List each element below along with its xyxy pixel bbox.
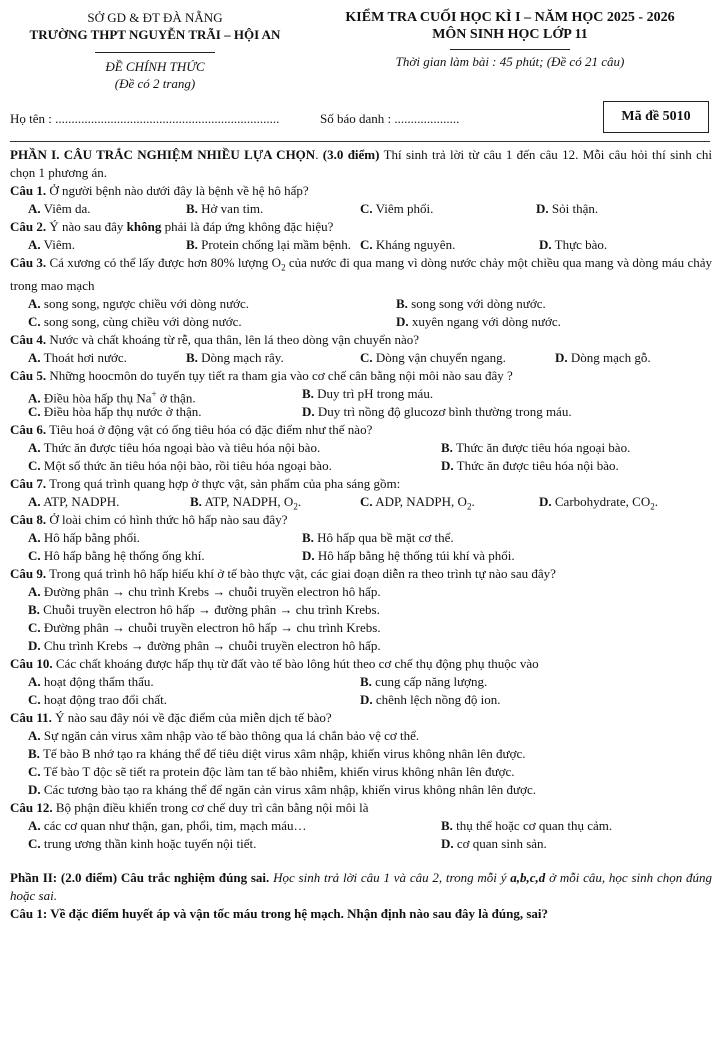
question-number: Câu 2. — [10, 219, 47, 234]
question-5: Câu 5. Những hoocmôn do tuyến tụy tiết ra tham gia vào cơ chế cân bằng nội môi nào sau đây ? — [10, 367, 513, 383]
options — [10, 236, 712, 254]
options — [10, 439, 712, 457]
option-b: B. cung cấp năng lượng. — [360, 673, 488, 689]
option-a: A. Điều hòa hấp thụ Na+ ở thận. — [28, 388, 196, 405]
part2-title: Phần II: (2.0 điểm) Câu trắc nghiệm đúng sai. — [10, 869, 270, 885]
option-b: B. ATP, NADPH, $O_2$. — [190, 493, 302, 512]
option-b: B. Protein chống lại mầm bệnh. — [186, 237, 352, 252]
option-a: A. Đường phân → chu trình Krebs → chuỗi truyền electron hô hấp. — [28, 583, 381, 599]
option-c: C. Dòng vận chuyển ngang. — [360, 349, 506, 365]
question-number: Câu 1. — [10, 183, 47, 198]
exam-code-box: Mã đề 5010 — [603, 101, 709, 133]
option-c: C. Điều hòa hấp thụ nước ở thận. — [28, 403, 202, 419]
option-a: A. Viêm da. — [28, 201, 91, 216]
option-d: D. Chu trình Krebs → đường phân → chuỗi truyền electron hô hấp. — [28, 637, 381, 653]
name-field: Họ tên : ..................................................................... — [10, 111, 280, 126]
option-c: C. Đường phân → chuỗi truyền electron hô hấp → chu trình Krebs. — [28, 619, 381, 635]
option-c: C. trung ương thần kinh hoặc tuyến nội tiết. — [28, 835, 257, 851]
option-b: B. Dòng mạch rây. — [186, 349, 284, 365]
option-c: C. ADP, NADPH, $O_2$. — [360, 493, 475, 512]
options — [10, 529, 712, 547]
option-d: D. Hô hấp bằng hệ thống túi khí và phổi. — [302, 547, 515, 563]
school-name: TRƯỜNG THPT NGUYỄN TRÃI – HỘI AN — [29, 27, 281, 42]
question-number: Câu 5. — [10, 367, 47, 383]
question-6: Câu 6. Tiêu hoá ở động vật có ống tiêu hóa có đặc điểm như thế nào? — [10, 421, 373, 437]
subject-title: MÔN SINH HỌC LỚP 11 — [432, 27, 588, 42]
question-number: Câu 4. — [10, 331, 47, 347]
option-a: A. ATP, NADPH. — [28, 493, 120, 509]
question-text: Ở người bệnh nào dưới đây là bệnh về hệ hô hấp? — [46, 183, 309, 198]
student-info — [10, 111, 460, 127]
candidate-number-field: Số báo danh : .................... — [320, 111, 460, 126]
option-c: C. Kháng nguyên. — [360, 237, 456, 252]
options — [10, 385, 712, 403]
question-11: Câu 11. Ý nào sau đây nói về đặc điểm của miễn dịch tế bào? — [10, 709, 332, 725]
question-number: Câu 12. — [10, 799, 53, 815]
part2-heading: Phần II: (2.0 điểm) Câu trắc nghiệm đúng sai. Học sinh trả lời câu 1 và câu 2, trong mỗi ý a,b,c,d ở mỗi câu, học sinh chọn đúng hoặc sai. — [10, 869, 713, 903]
question-number: Câu 10. — [10, 655, 53, 671]
options — [10, 673, 712, 691]
option-a: A. Thoát hơi nước. — [28, 349, 127, 365]
option-b: B. Hở van tim. — [186, 201, 264, 216]
option-d: D. Các tương bào tạo ra kháng thể để ngăn cản virus xâm nhập, khiến virus không nhân lên được. — [28, 781, 536, 797]
part1-title: PHẦN I. CÂU TRẮC NGHIỆM NHIỀU LỰA CHỌN — [10, 147, 316, 162]
question-1 — [10, 182, 712, 200]
option-c: C. song song, cùng chiều với dòng nước. — [28, 313, 242, 329]
question-number: Câu 11. — [10, 709, 52, 725]
option-d: D. Duy trì nồng độ glucozơ bình thường trong máu. — [302, 403, 572, 419]
option-b: B. Hô hấp qua bề mặt cơ thể. — [302, 529, 454, 545]
options — [10, 835, 712, 853]
header-right — [300, 10, 720, 70]
option-b: B. Duy trì pH trong máu. — [302, 385, 434, 401]
option-b: B. thụ thể hoặc cơ quan thụ cảm. — [441, 817, 613, 833]
divider — [10, 141, 710, 142]
option-d: D. Thức ăn được tiêu hóa nội bào. — [441, 457, 619, 473]
page-count: (Đề có 2 trang) — [114, 76, 196, 91]
question-7: Câu 7. Trong quá trình quang hợp ở thực vật, sản phẩm của pha sáng gồm: — [10, 475, 401, 491]
option-a: A. Thức ăn được tiêu hóa ngoại bào và tiêu hóa nội bào. — [28, 439, 321, 455]
options — [10, 817, 712, 835]
official-label: ĐỀ CHÍNH THỨC — [105, 59, 205, 74]
option-b: B. song song với dòng nước. — [396, 295, 546, 311]
question-9: Câu 9. Trong quá trình hô hấp hiếu khí ở tế bào thực vật, các giai đoạn diễn ra theo trình tự nào sau đây? — [10, 565, 556, 581]
option-a: A. hoạt động thẩm thấu. — [28, 673, 154, 689]
option-a: A. các cơ quan như thận, gan, phổi, tim, mạch máu… — [28, 817, 307, 833]
exam-title: KIỂM TRA CUỐI HỌC KÌ I – NĂM HỌC 2025 - 2026 — [345, 10, 675, 25]
question-3: Câu 3. Cá xương có thể lấy được hơn 80% lượng $O_2$ của nước đi qua mang vì dòng nước chảy một chiều qua mang và dòng máu chảy trong mao mạch — [10, 255, 712, 293]
option-a: A. Viêm. — [28, 237, 76, 252]
part1-points: (3.0 điểm) — [318, 147, 380, 162]
options — [10, 691, 712, 709]
question-number: Câu 6. — [10, 421, 47, 437]
option-d: D. Thực bào. — [539, 237, 608, 252]
option-c: C. Tế bào T độc sẽ tiết ra protein độc làm tan tế bào nhiễm, khiến virus không nhân lên được. — [28, 763, 515, 779]
option-c: C. hoạt động trao đổi chất. — [28, 691, 167, 707]
question-number: Câu 7. — [10, 475, 47, 491]
options — [10, 295, 712, 313]
option-c: C. Hô hấp bằng hệ thống ống khí. — [28, 547, 205, 563]
option-d: D. Sỏi thận. — [536, 201, 599, 216]
options — [10, 403, 712, 421]
option-d: D. Carbohydrate, $CO_2$. — [539, 493, 658, 512]
time-info: Thời gian làm bài : 45 phút; (Đề có 21 câu) — [395, 54, 625, 69]
exam-content — [10, 146, 712, 923]
option-a: A. song song, ngược chiều với dòng nước. — [28, 295, 250, 311]
part1-title-end: . — [315, 147, 319, 162]
part1-instruction: Thí sinh trả lời từ câu 1 đến câu 12. Mỗi câu hỏi thí sinh chỉ chọn 1 phương án. — [10, 147, 713, 180]
divider — [95, 52, 215, 53]
question-number: Câu 8. — [10, 511, 47, 527]
option-b: B. Thức ăn được tiêu hóa ngoại bào. — [441, 439, 631, 455]
options — [10, 493, 712, 511]
part2-question-1: Câu 1: Về đặc điểm huyết áp và vận tốc máu trong hệ mạch. Nhận định nào sau đây là đúng, sai? — [10, 905, 549, 921]
options — [10, 349, 712, 367]
option-a: A. Hô hấp bằng phổi. — [28, 529, 140, 545]
option-b: B. Chuỗi truyền electron hô hấp → đường phân → chu trình Krebs. — [28, 601, 380, 617]
option-d: D. chênh lệch nồng độ ion. — [360, 691, 501, 707]
question-2: Câu 2. Ý nào sau đây không phải là đáp ứng không đặc hiệu? — [10, 219, 334, 234]
question-number: Câu 9. — [10, 565, 47, 581]
option-d: D. cơ quan sinh sản. — [441, 835, 547, 851]
options — [10, 457, 712, 475]
option-c: C. Viêm phổi. — [360, 201, 434, 216]
spacer — [10, 853, 712, 869]
options — [10, 200, 712, 218]
department: SỞ GD & ĐT ĐÀ NẴNG — [87, 10, 223, 25]
option-d: D. xuyên ngang với dòng nước. — [396, 313, 561, 329]
option-a: A. Sự ngăn cản virus xâm nhập vào tế bào thông qua lá chắn bảo vệ cơ thể. — [28, 727, 420, 743]
question-number: Câu 3. — [10, 255, 47, 270]
options — [10, 313, 712, 331]
option-c: C. Một số thức ăn tiêu hóa nội bào, rồi tiêu hóa ngoại bào. — [28, 457, 332, 473]
options — [10, 547, 712, 565]
question-8: Câu 8. Ở loài chim có hình thức hô hấp nào sau đây? — [10, 511, 288, 527]
question-4: Câu 4. Nước và chất khoáng từ rễ, qua thân, lên lá theo dòng vận chuyển nào? — [10, 331, 420, 347]
option-d: D. Dòng mạch gỗ. — [555, 349, 651, 365]
question-10: Câu 10. Các chất khoáng được hấp thụ từ đất vào tế bào lông hút theo cơ chế thụ động phụ thuộc vào — [10, 655, 539, 671]
part1-heading — [10, 146, 712, 182]
header-left — [10, 10, 300, 92]
divider — [450, 49, 570, 50]
question-12: Câu 12. Bộ phận điều khiển trong cơ chế duy trì cân bằng nội môi là — [10, 799, 369, 815]
option-b: B. Tế bào B nhớ tạo ra kháng thể để tiêu diệt virus xâm nhập, khiến virus không nhân lên được. — [28, 745, 526, 761]
